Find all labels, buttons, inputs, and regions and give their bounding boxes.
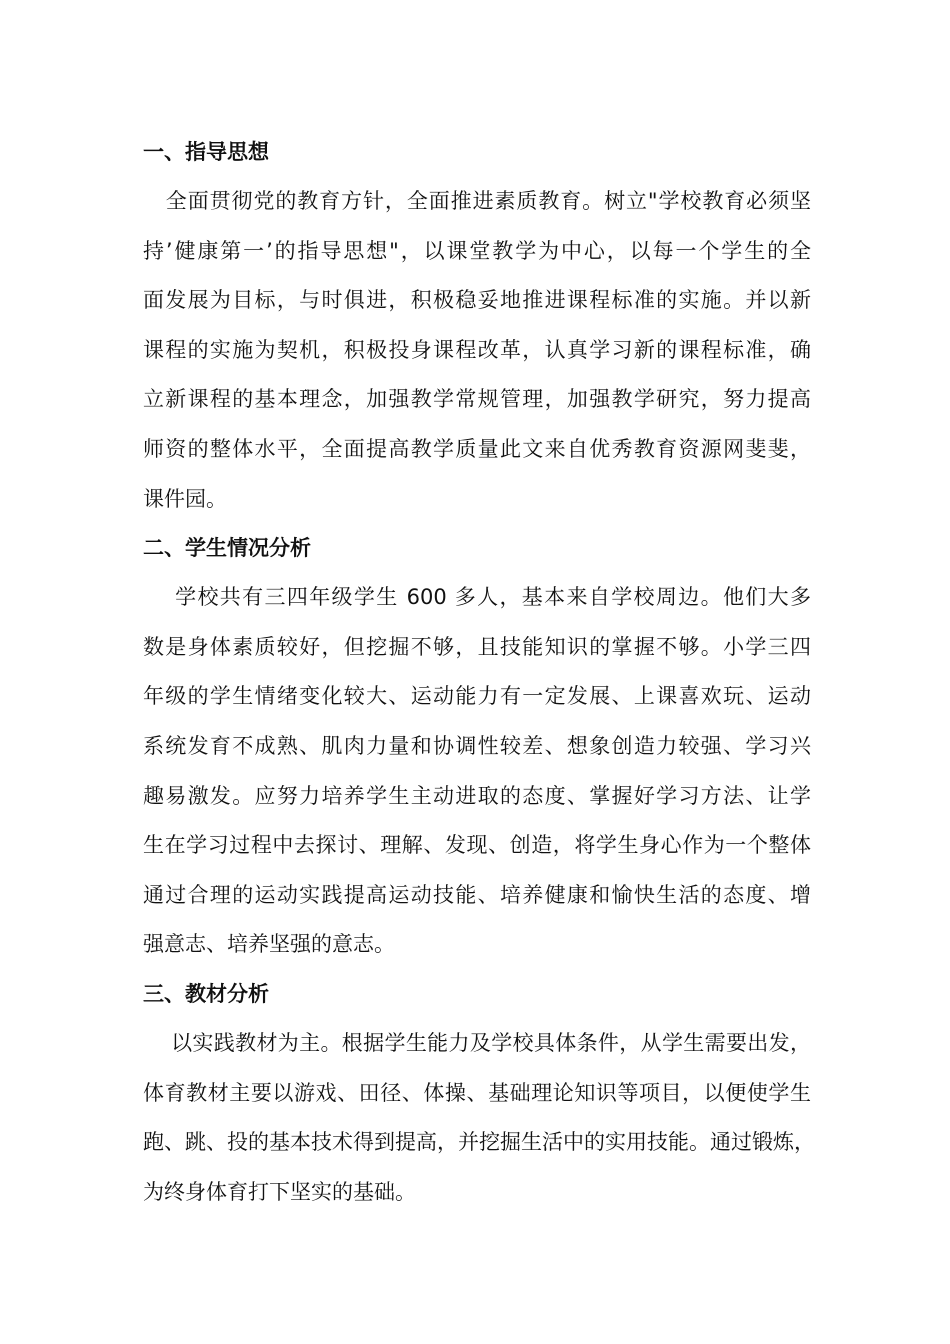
section-1-line-4: 课程的实施为契机，积极投身课程改革，认真学习新的课程标准，确 xyxy=(143,337,811,362)
section-1-line-2: 持’健康第一’的指导思想"，以课堂教学为中心，以每一个学生的全 xyxy=(143,238,811,263)
section-1-line-3: 面发展为目标，与时俱进，积极稳妥地推进课程标准的实施。并以新 xyxy=(143,288,811,313)
document-page xyxy=(143,128,815,1217)
section-2-line-5: 趣易激发。应努力培养学生主动进取的态度、掌握好学习方法、让学 xyxy=(143,783,811,808)
section-2-line-2: 数是身体素质较好，但挖掘不够，且技能知识的掌握不够。小学三四 xyxy=(143,634,811,659)
section-2-line-4: 系统发育不成熟、肌肉力量和协调性较差、想象创造力较强、学习兴 xyxy=(143,733,811,758)
section-1-line-6: 师资的整体水平，全面提高教学质量此文来自优秀教育资源网斐斐， xyxy=(143,436,811,461)
section-1-line-7: 课件园。 xyxy=(143,486,227,511)
section-1-heading: 一、指导思想 xyxy=(143,140,269,164)
section-3-line-2: 体育教材主要以游戏、田径、体操、基础理论知识等项目，以便使学生 xyxy=(143,1080,811,1105)
section-2-paragraph xyxy=(143,573,811,970)
section-2-heading: 二、学生情况分析 xyxy=(143,536,311,561)
section-1-line-1: 全面贯彻党的教育方针，全面推进素质教育。树立"学校教育必须坚 xyxy=(143,189,811,213)
section-2-line-6: 生在学习过程中去探讨、理解、发现、创造，将学生身心作为一个整体 xyxy=(143,833,811,858)
section-3-paragraph xyxy=(143,1019,815,1217)
section-2-line-7: 通过合理的运动实践提高运动技能、培养健康和愉快生活的态度、增 xyxy=(143,882,811,907)
section-3-line-4: 为终身体育打下坚实的基础。 xyxy=(143,1179,416,1204)
section-1-paragraph xyxy=(143,177,811,524)
section-2-line-1: 学校共有三四年级学生 600 多人，基本来自学校周边。他们大多 xyxy=(143,585,811,610)
section-1-line-5: 立新课程的基本理念，加强教学常规管理，加强教学研究，努力提高 xyxy=(143,387,811,412)
section-3-heading: 三、教材分析 xyxy=(143,981,269,1006)
section-2-line-8: 强意志、培养坚强的意志。 xyxy=(143,932,395,957)
section-3-line-1: 以实践教材为主。根据学生能力及学校具体条件，从学生需要出发， xyxy=(143,1030,811,1055)
section-2-line-3: 年级的学生情绪变化较大、运动能力有一定发展、上课喜欢玩、运动 xyxy=(143,684,811,709)
section-3-line-3: 跑、跳、投的基本技术得到提高，并挖掘生活中的实用技能。通过锻炼， xyxy=(143,1130,815,1155)
